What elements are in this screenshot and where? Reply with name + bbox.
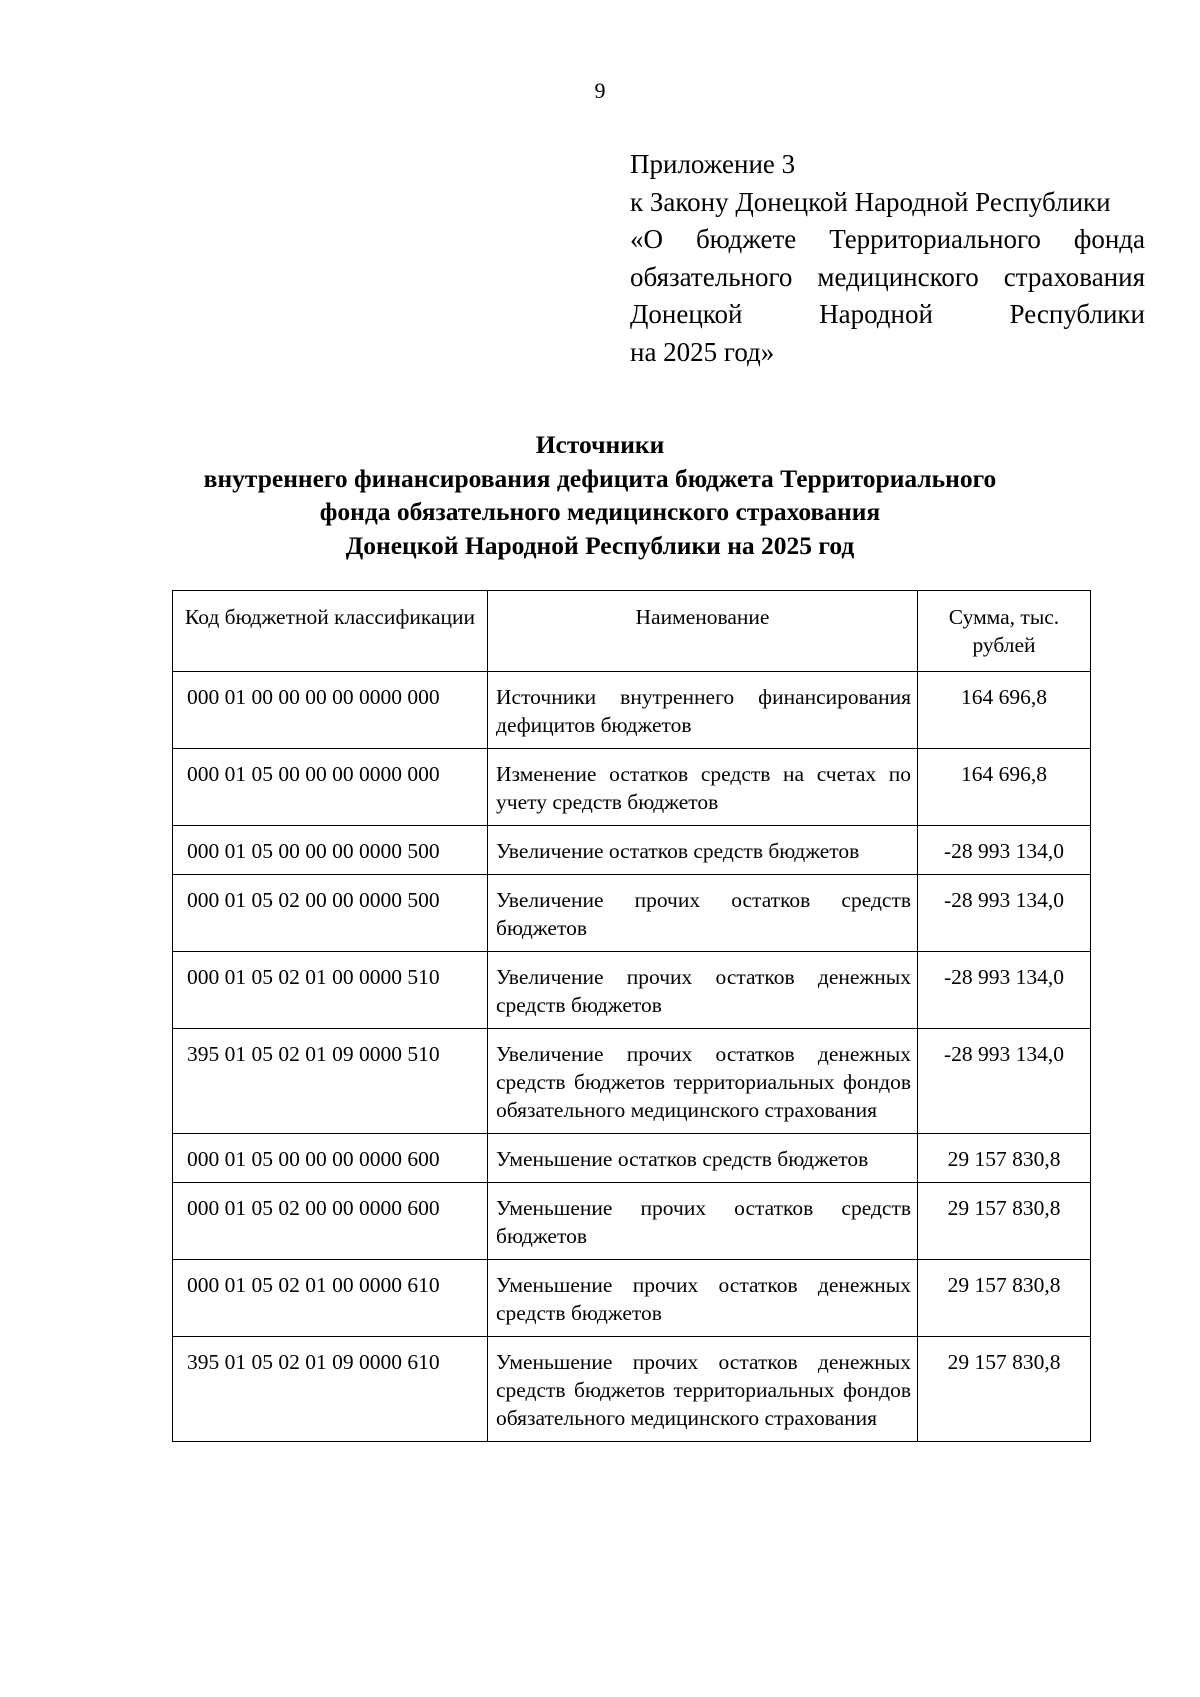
cell-code: 000 01 05 00 00 00 0000 000 [173,749,488,826]
cell-sum: -28 993 134,0 [918,952,1091,1029]
title-line: Источники [535,430,665,459]
appendix-line: «О бюджете Территориального фонда [630,224,1145,254]
cell-sum: 29 157 830,8 [918,1134,1091,1183]
header-name: Наименование [488,591,918,672]
header-sum: Сумма, тыс. рублей [918,591,1091,672]
cell-sum: 29 157 830,8 [918,1183,1091,1260]
page-number: 9 [594,78,606,103]
cell-name: Уменьшение прочих остатков денежных средств бюджетов территориальных фондов обязательного медицинского страхования [488,1337,918,1442]
cell-code: 000 01 05 02 01 00 0000 610 [173,1260,488,1337]
document-title [0,428,1200,562]
title-line: фонда обязательного медицинского страхования [319,497,881,526]
cell-code: 000 01 05 02 00 00 0000 600 [173,1183,488,1260]
cell-sum: -28 993 134,0 [918,1029,1091,1134]
table-row [173,826,1091,875]
cell-sum: 164 696,8 [918,672,1091,749]
cell-code: 000 01 05 02 01 00 0000 510 [173,952,488,1029]
cell-code: 000 01 05 00 00 00 0000 500 [173,826,488,875]
cell-sum: 29 157 830,8 [918,1337,1091,1442]
cell-name: Увеличение прочих остатков денежных средств бюджетов территориальных фондов обязательного медицинского страхования [488,1029,918,1134]
cell-code: 000 01 00 00 00 00 0000 000 [173,672,488,749]
appendix-line: Донецкой Народной Республики [630,299,1145,329]
cell-code: 395 01 05 02 01 09 0000 510 [173,1029,488,1134]
table-header-row [173,591,1091,672]
cell-name: Уменьшение прочих остатков средств бюджетов [488,1183,918,1260]
table-row [173,672,1091,749]
table-row [173,952,1091,1029]
budget-sources-table [172,590,1091,1442]
cell-name: Изменение остатков средств на счетах по учету средств бюджетов [488,749,918,826]
title-line: внутреннего финансирования дефицита бюджета Территориального [203,463,997,493]
appendix-line: на 2025 год» [630,336,775,367]
appendix-block [630,146,1145,371]
cell-name: Увеличение прочих остатков денежных средств бюджетов [488,952,918,1029]
table-row [173,1029,1091,1134]
cell-name: Источники внутреннего финансирования дефицитов бюджетов [488,672,918,749]
table-row [173,1183,1091,1260]
appendix-line: к Закону Донецкой Народной Республики [630,186,1111,217]
title-line: Донецкой Народной Республики на 2025 год [345,530,855,560]
cell-code: 000 01 05 00 00 00 0000 600 [173,1134,488,1183]
header-code: Код бюджетной классификации [173,591,488,672]
table-row [173,1260,1091,1337]
table-row [173,1134,1091,1183]
cell-name: Увеличение остатков средств бюджетов [488,826,918,875]
table-row [173,749,1091,826]
cell-sum: -28 993 134,0 [918,826,1091,875]
cell-sum: -28 993 134,0 [918,875,1091,952]
appendix-line: Приложение 3 [630,149,796,179]
cell-code: 395 01 05 02 01 09 0000 610 [173,1337,488,1442]
cell-name: Увеличение прочих остатков средств бюджетов [488,875,918,952]
table-row [173,1337,1091,1442]
cell-name: Уменьшение остатков средств бюджетов [488,1134,918,1183]
cell-name: Уменьшение прочих остатков денежных средств бюджетов [488,1260,918,1337]
cell-sum: 164 696,8 [918,749,1091,826]
cell-code: 000 01 05 02 00 00 0000 500 [173,875,488,952]
appendix-line: обязательного медицинского страхования [630,261,1145,292]
table-row [173,875,1091,952]
cell-sum: 29 157 830,8 [918,1260,1091,1337]
